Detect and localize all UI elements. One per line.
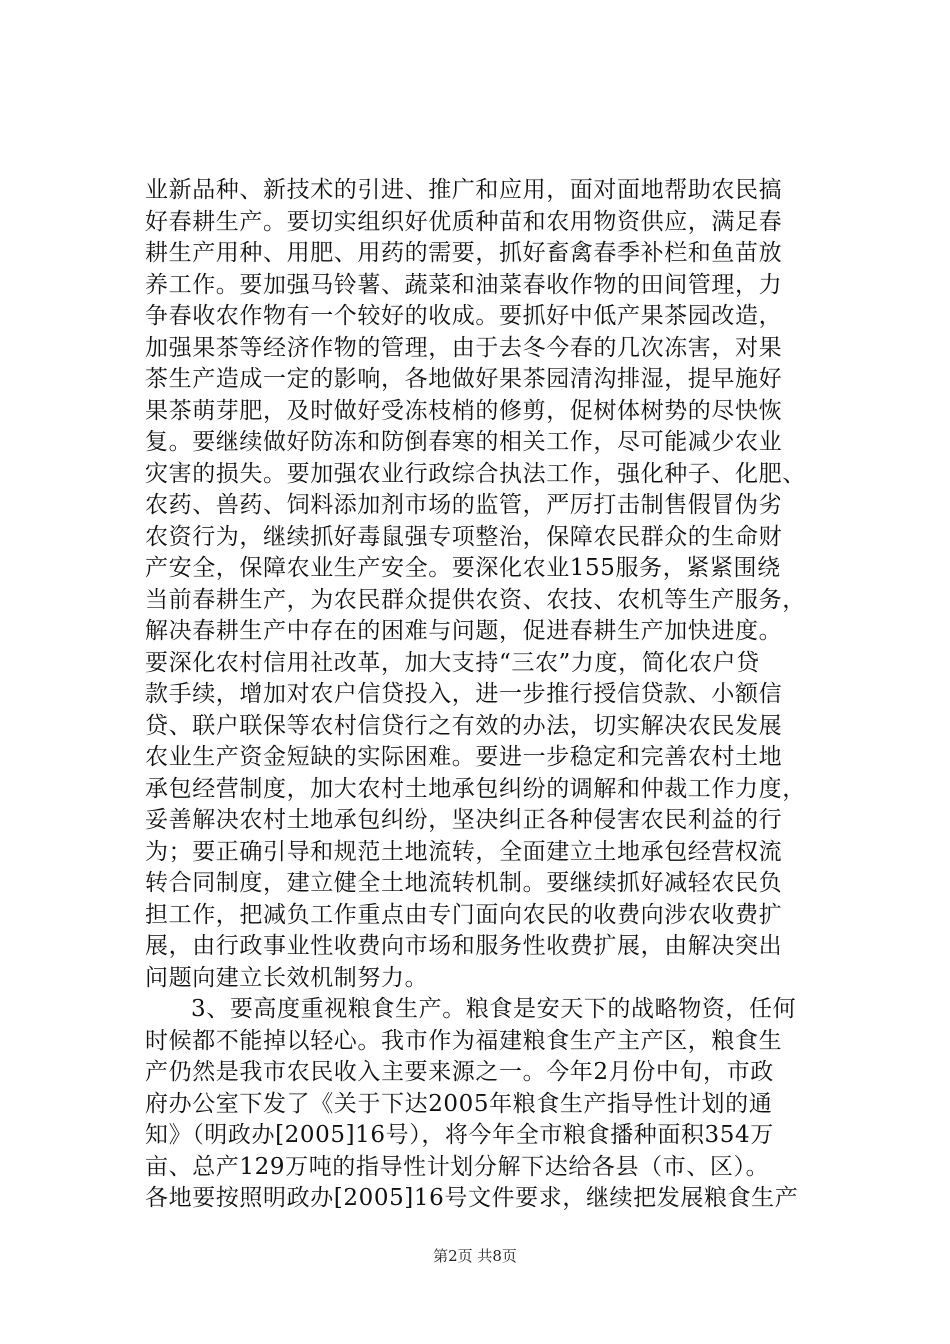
text-line: 府办公室下发了《关于下达2005年粮食生产指导性计划的通 <box>145 1090 773 1117</box>
text-line: 好春耕生产。要切实组织好优质种苗和农用物资供应，满足春 <box>145 208 783 235</box>
text-line: 加强果茶等经济作物的管理，由于去冬今春的几次冻害，对果 <box>145 334 783 361</box>
text-line: 亩、总产129万吨的指导性计划分解下达给各县（市、区）。 <box>145 1153 770 1180</box>
text-line: 养工作。要加强马铃薯、蔬菜和油菜春收作物的田间管理，力 <box>145 271 783 298</box>
text-line: 农药、兽药、饲料添加剂市场的监管，严厉打击制售假冒伪劣 <box>145 492 783 518</box>
text-line: 农资行为，继续抓好毒鼠强专项整治，保障农民群众的生命财 <box>145 523 783 550</box>
text-line: 担工作，把减负工作重点由专门面向农民的收费向涉农收费扩 <box>145 901 783 928</box>
text-line: 要深化农村信用社改革，加大支持“三农”力度，简化农户贷 <box>145 649 760 676</box>
text-line: 时候都不能掉以轻心。我市作为福建粮食生产主产区，粮食生 <box>145 1027 783 1054</box>
text-line: 当前春耕生产，为农民群众提供农资、农技、农机等生产服务， <box>145 586 806 613</box>
page-number-footer: 第2页 共8页 <box>433 1247 517 1265</box>
text-line: 知》（明政办[2005]16号），将今年全市粮食播种面积354万 <box>145 1122 774 1148</box>
text-line: 产安全，保障农业生产安全。要深化农业155服务，紧紧围绕 <box>145 555 781 581</box>
text-line: 农业生产资金短缺的实际困难。要进一步稳定和完善农村土地 <box>145 744 783 770</box>
text-line: 复。要继续做好防冻和防倒春寒的相关工作，尽可能减少农业 <box>145 429 783 455</box>
text-line: 各地要按照明政办[2005]16号文件要求，继续把发展粮食生产 <box>145 1185 799 1211</box>
text-line: 产仍然是我市农民收入主要来源之一。今年2月份中旬，市政 <box>145 1059 774 1085</box>
text-line: 贷、联户联保等农村信贷行之有效的办法，切实解决农民发展 <box>145 712 783 739</box>
text-line: 灾害的损失。要加强农业行政综合执法工作，强化种子、化肥、 <box>145 460 806 487</box>
text-line: 业新品种、新技术的引进、推广和应用，面对面地帮助农民搞 <box>145 177 783 203</box>
text-line: 解决春耕生产中存在的困难与问题，促进春耕生产加快进度。 <box>145 618 783 644</box>
text-line: 承包经营制度，加大农村土地承包纠纷的调解和仲裁工作力度， <box>145 775 806 802</box>
body-text <box>145 175 835 1215</box>
text-line: 果茶萌芽肥，及时做好受冻枝梢的修剪，促树体树势的尽快恢 <box>145 397 783 424</box>
text-line: 争春收农作物有一个较好的收成。要抓好中低产果茶园改造， <box>145 303 783 329</box>
text-line: 转合同制度，建立健全土地流转机制。要继续抓好减轻农民负 <box>145 870 783 896</box>
text-line: 耕生产用种、用肥、用药的需要，抓好畜禽春季补栏和鱼苗放 <box>145 240 783 266</box>
text-line: 问题向建立长效机制努力。 <box>145 964 429 991</box>
text-line: 款手续，增加对农户信贷投入，进一步推行授信贷款、小额信 <box>145 681 783 707</box>
text-line: 展，由行政事业性收费向市场和服务性收费扩展，由解决突出 <box>145 933 783 959</box>
text-line: 茶生产造成一定的影响，各地做好果茶园清沟排湿，提早施好 <box>145 366 783 392</box>
paragraph-start-line: 3、要高度重视粮食生产。粮食是安天下的战略物资，任何 <box>191 996 797 1022</box>
text-line: 妥善解决农村土地承包纠纷，坚决纠正各种侵害农民利益的行 <box>145 807 783 833</box>
text-line: 为；要正确引导和规范土地流转，全面建立土地承包经营权流 <box>145 838 783 865</box>
